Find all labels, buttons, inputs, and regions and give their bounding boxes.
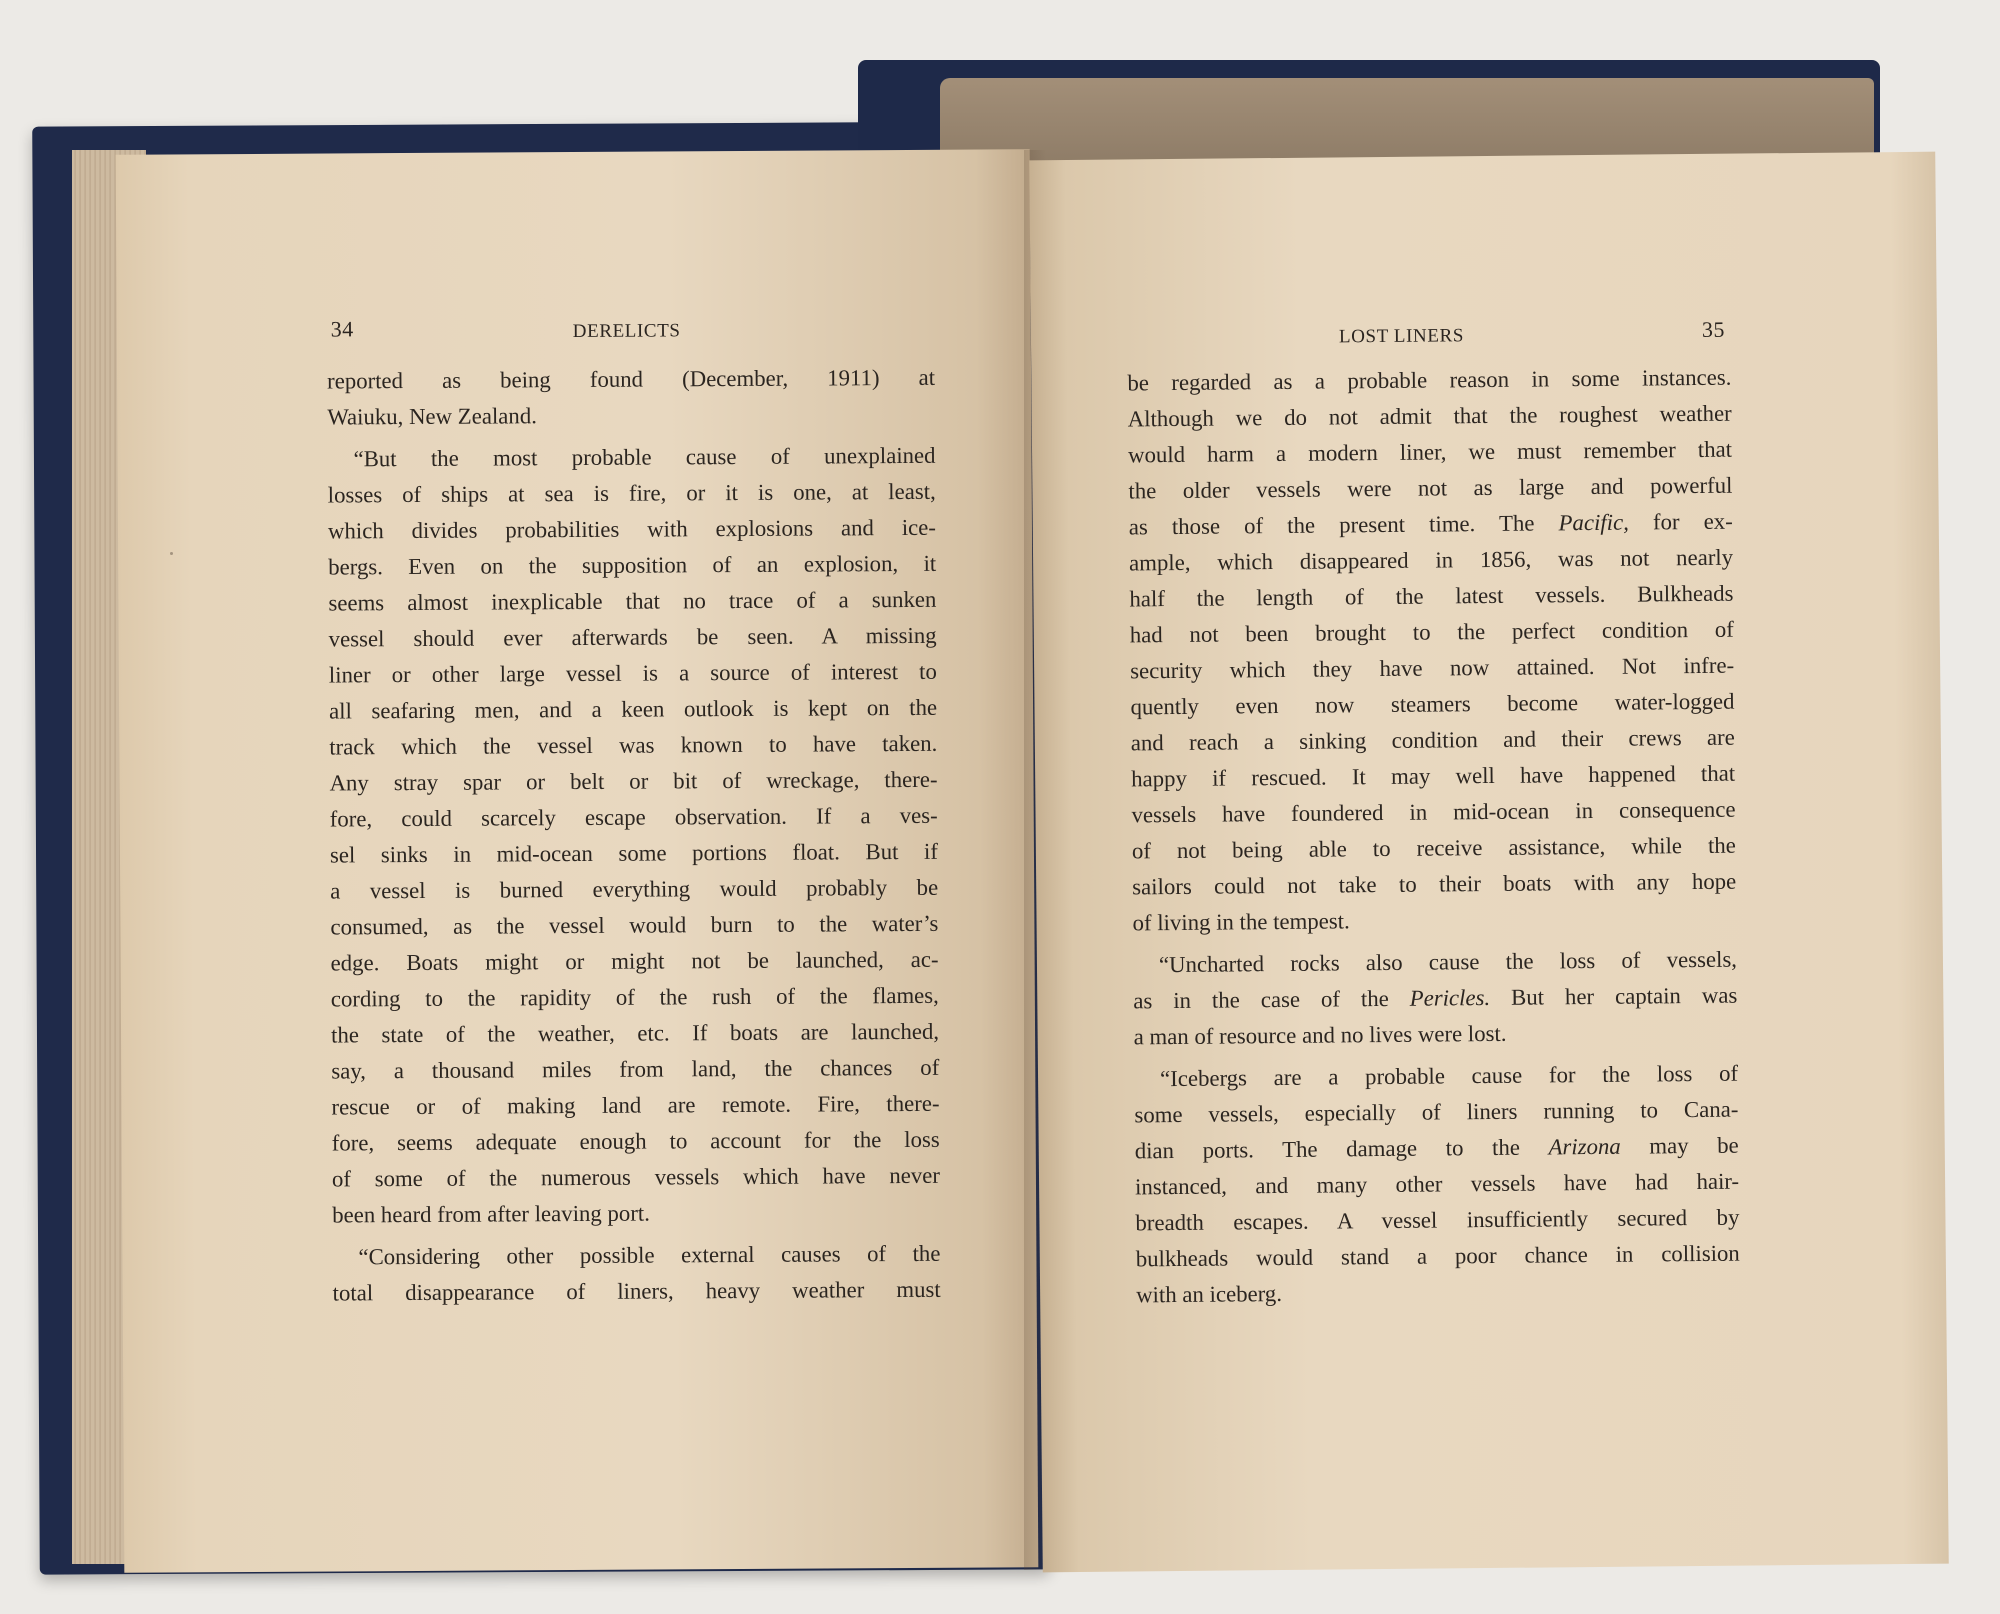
left-body-text [327, 360, 941, 1312]
text-line: quently even now steamers become water-logged [1130, 688, 1735, 720]
text-line: seems almost inexplicable that no trace of a sunken [328, 586, 937, 616]
text-line: sailors could not take to their boats with any hope [1132, 868, 1737, 900]
ship-name: Pacific, [1558, 509, 1629, 536]
text-line [1135, 1128, 1739, 1170]
text-run: may be [1620, 1132, 1739, 1159]
text-line: reported as being found (December, 1911) at [326, 364, 936, 394]
right-body-text [1127, 360, 1740, 1314]
text-line: “Considering other possible external causes of the [358, 1240, 941, 1270]
dust-speck [170, 552, 173, 555]
text-line: cording to the rapidity of the rush of the flames, [330, 982, 939, 1012]
text-line: of not being able to receive assistance, while the [1131, 832, 1736, 864]
text-line: been heard from after leaving port. [332, 1200, 650, 1228]
left-page [116, 149, 1039, 1573]
text-line: half the length of the latest vessels. Bulkheads [1129, 580, 1734, 612]
text-line: Any stray spar or belt or bit of wreckage, there- [329, 766, 938, 796]
text-line: sel sinks in mid-ocean some portions float. But if [329, 838, 939, 868]
text-line: bulkheads would stand a poor chance in collision [1135, 1240, 1740, 1272]
text-line: would harm a modern liner, we must remember that [1127, 436, 1733, 468]
text-line: of some of the numerous vessels which have never [331, 1162, 941, 1192]
text-line: consumed, as the vessel would burn to the water’s [330, 910, 939, 940]
text-line: bergs. Even on the supposition of an explosion, it [328, 550, 937, 580]
text-line: had not been brought to the perfect condition of [1129, 616, 1734, 648]
right-running-head [1031, 310, 1937, 359]
ship-name: Pericles. [1409, 984, 1491, 1011]
text-line: edge. Boats might or might not be launched, ac- [330, 946, 939, 976]
text-line: Waiuku, New Zealand. [327, 403, 537, 430]
text-line: fore, seems adequate enough to account for the loss [331, 1126, 940, 1156]
text-line: a man of resource and no lives were lost. [1133, 1020, 1507, 1050]
text-line: ample, which disappeared in 1856, was not nearly [1128, 544, 1734, 576]
text-line: instanced, and many other vessels have had hair- [1134, 1168, 1740, 1200]
text-line: “Icebergs are a probable cause for the loss of [1159, 1060, 1739, 1092]
text-line: with an iceberg. [1136, 1281, 1283, 1308]
text-run: for ex- [1628, 508, 1733, 535]
left-running-title: DERELICTS [572, 320, 681, 343]
text-line: a vessel is burned everything would probably be [330, 874, 939, 904]
text-run: as in the case of the [1133, 985, 1410, 1014]
text-run: dian ports. The damage to the [1134, 1134, 1549, 1164]
right-page-number: 35 [1701, 316, 1726, 342]
right-page [1029, 152, 1949, 1573]
text-line: rescue or of making land are remote. Fire, there- [331, 1090, 940, 1120]
text-line: which divides probabilities with explosions and ice- [327, 514, 937, 544]
text-line: liner or other large vessel is a source of interest to [328, 658, 937, 688]
text-line: of living in the tempest. [1132, 908, 1350, 936]
text-line: track which the vessel was known to have taken. [329, 730, 938, 760]
text-line: the older vessels were not as large and powerful [1128, 472, 1733, 504]
text-line [1133, 978, 1737, 1020]
text-line: the state of the weather, etc. If boats are launched, [330, 1018, 940, 1048]
ship-name: Arizona [1548, 1133, 1621, 1160]
text-line: and reach a sinking condition and their crews are [1130, 724, 1735, 756]
text-line: total disappearance of liners, heavy weather must [332, 1276, 941, 1306]
text-line: all seafaring men, and a keen outlook is kept on the [329, 694, 938, 724]
text-run: But her captain was [1489, 982, 1738, 1010]
text-line: security which they have now attained. Not infre- [1130, 652, 1735, 684]
right-running-title: LOST LINERS [1338, 325, 1465, 348]
text-line [1129, 504, 1733, 546]
text-line: vessels have foundered in mid-ocean in consequence [1131, 796, 1736, 828]
text-run: as those of the present time. The [1128, 510, 1559, 540]
text-line: be regarded as a probable reason in some instances. [1127, 364, 1732, 396]
text-line: losses of ships at sea is fire, or it is one, at least, [327, 478, 936, 508]
text-line: “Uncharted rocks also cause the loss of vessels, [1158, 946, 1738, 978]
left-page-number: 34 [330, 316, 354, 342]
text-line: “But the most probable cause of unexplained [353, 442, 936, 472]
text-line: vessel should ever afterwards be seen. A missing [328, 622, 937, 652]
text-line: breadth escapes. A vessel insufficiently secured by [1135, 1204, 1740, 1236]
text-line: say, a thousand miles from land, the chances of [331, 1054, 940, 1084]
text-line: some vessels, especially of liners running to Cana- [1134, 1096, 1739, 1128]
left-running-head [117, 307, 1031, 353]
text-line: Although we do not admit that the roughest weather [1127, 400, 1732, 432]
text-line: happy if rescued. It may well have happened that [1131, 760, 1736, 792]
text-line: fore, could scarcely escape observation. If a ves- [329, 802, 938, 832]
